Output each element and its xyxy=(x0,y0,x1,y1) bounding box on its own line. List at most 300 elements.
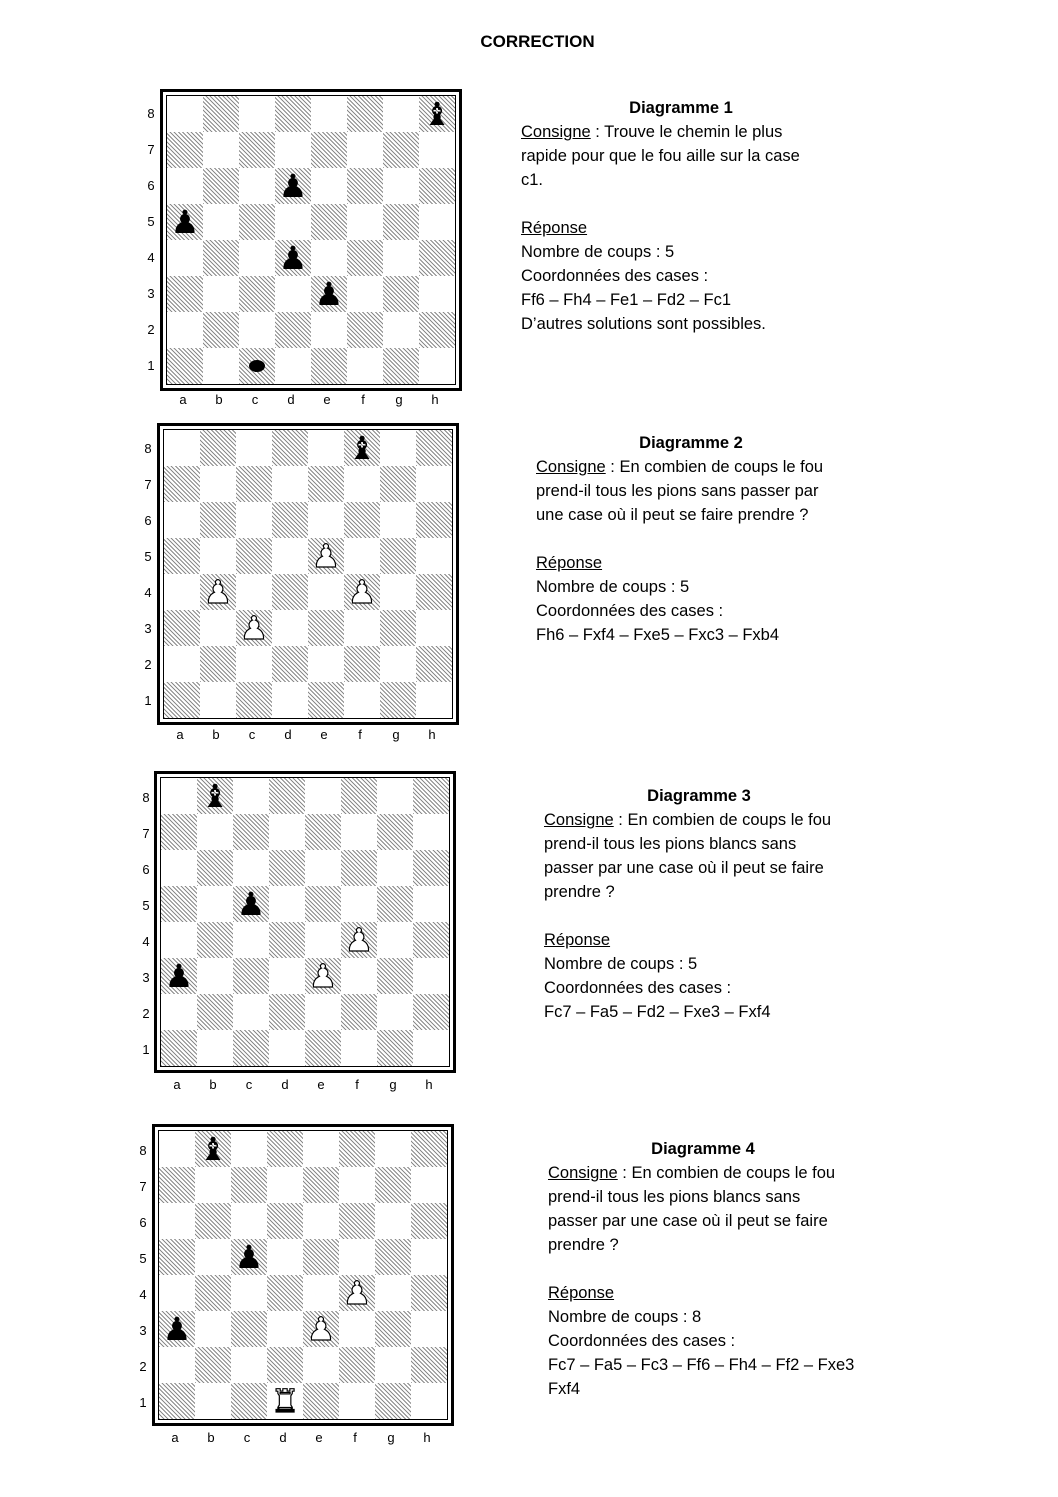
answer-line: Nombre de coups : 5 xyxy=(544,955,698,973)
square-b8 xyxy=(197,778,233,814)
square-f7 xyxy=(344,466,380,502)
consigne-label: Consigne xyxy=(536,458,606,476)
black-pawn-icon: ♟ xyxy=(278,167,308,205)
square-a7 xyxy=(164,466,200,502)
square-h4 xyxy=(413,922,449,958)
square-c7 xyxy=(236,466,272,502)
square-h7 xyxy=(419,132,455,168)
square-h7 xyxy=(416,466,452,502)
square-f7 xyxy=(339,1167,375,1203)
square-c4 xyxy=(231,1275,267,1311)
square-e1 xyxy=(305,1030,341,1066)
square-g4 xyxy=(380,574,416,610)
square-h3 xyxy=(416,610,452,646)
square-c4 xyxy=(236,574,272,610)
square-d7 xyxy=(267,1167,303,1203)
square-g7 xyxy=(380,466,416,502)
square-g2 xyxy=(383,312,419,348)
square-g1 xyxy=(383,348,419,384)
square-d8 xyxy=(269,778,305,814)
square-d5 xyxy=(275,204,311,240)
square-c3 xyxy=(233,958,269,994)
board-grid xyxy=(160,777,450,1067)
file-label: g xyxy=(392,727,400,742)
answer-line: Nombre de coups : 5 xyxy=(521,243,675,261)
square-g7 xyxy=(375,1167,411,1203)
chessboard xyxy=(154,771,456,1073)
consigne-line: : En combien de coups le fou xyxy=(605,458,824,476)
square-h4 xyxy=(411,1275,447,1311)
square-e8 xyxy=(305,778,341,814)
square-e4 xyxy=(303,1275,339,1311)
square-e5 xyxy=(305,886,341,922)
white-pawn-icon: ♟ xyxy=(306,1310,336,1348)
file-label: d xyxy=(284,727,292,742)
square-a5 xyxy=(164,538,200,574)
square-f8 xyxy=(341,778,377,814)
file-label: h xyxy=(431,392,439,407)
square-d1 xyxy=(267,1383,303,1419)
square-e8 xyxy=(303,1131,339,1167)
answer-line: Fh6 – Fxf4 – Fxe5 – Fxc3 – Fxb4 xyxy=(536,626,780,644)
square-e2 xyxy=(305,994,341,1030)
square-f1 xyxy=(344,682,380,718)
square-a1 xyxy=(161,1030,197,1066)
square-f7 xyxy=(341,814,377,850)
consigne-line: prendre ? xyxy=(548,1236,619,1254)
square-e2 xyxy=(303,1347,339,1383)
board-grid xyxy=(163,429,453,719)
answer-line: Fc7 – Fa5 – Fc3 – Ff6 – Fh4 – Ff2 – Fxe3 xyxy=(548,1356,855,1374)
consigne-line: c1. xyxy=(521,171,544,189)
square-h8 xyxy=(416,430,452,466)
square-b7 xyxy=(200,466,236,502)
square-f5 xyxy=(341,886,377,922)
square-b8 xyxy=(200,430,236,466)
square-b8 xyxy=(195,1131,231,1167)
file-label: c xyxy=(243,1430,251,1445)
white-pawn-icon: ♟ xyxy=(344,921,374,959)
file-label: e xyxy=(315,1430,323,1445)
square-h3 xyxy=(413,958,449,994)
rank-label: 1 xyxy=(144,693,152,708)
square-e5 xyxy=(303,1239,339,1275)
black-bishop-icon: ♝ xyxy=(200,777,230,815)
square-h8 xyxy=(419,96,455,132)
file-label: f xyxy=(353,1430,357,1445)
square-b2 xyxy=(200,646,236,682)
file-label: a xyxy=(176,727,184,742)
square-b5 xyxy=(200,538,236,574)
square-a6 xyxy=(159,1203,195,1239)
rank-label: 1 xyxy=(142,1042,150,1057)
consigne-label: Consigne xyxy=(521,123,591,141)
black-pawn-icon: ♟ xyxy=(236,885,266,923)
answer-line: Ff6 – Fh4 – Fe1 – Fd2 – Fc1 xyxy=(521,291,732,309)
square-e6 xyxy=(308,502,344,538)
square-d4 xyxy=(269,922,305,958)
square-h2 xyxy=(413,994,449,1030)
square-a7 xyxy=(159,1167,195,1203)
file-label: h xyxy=(425,1077,433,1092)
black-pawn-icon: ♟ xyxy=(314,275,344,313)
rank-label: 8 xyxy=(147,106,155,121)
square-c4 xyxy=(239,240,275,276)
square-c1 xyxy=(236,682,272,718)
square-c5 xyxy=(233,886,269,922)
square-a5 xyxy=(167,204,203,240)
square-a2 xyxy=(161,994,197,1030)
black-pawn-icon: ♟ xyxy=(162,1310,192,1348)
square-g5 xyxy=(380,538,416,574)
square-a2 xyxy=(164,646,200,682)
square-b5 xyxy=(203,204,239,240)
rank-label: 6 xyxy=(147,178,155,193)
square-d7 xyxy=(275,132,311,168)
square-a7 xyxy=(161,814,197,850)
square-d5 xyxy=(272,538,308,574)
diagram-2-text xyxy=(536,431,866,647)
chessboard xyxy=(152,1124,454,1426)
file-label: g xyxy=(389,1077,397,1092)
square-h8 xyxy=(413,778,449,814)
square-a4 xyxy=(167,240,203,276)
square-h3 xyxy=(419,276,455,312)
square-b4 xyxy=(195,1275,231,1311)
file-label: b xyxy=(215,392,223,407)
answer-line: Coordonnées des cases : xyxy=(536,602,724,620)
square-g5 xyxy=(377,886,413,922)
rank-label: 5 xyxy=(139,1251,147,1266)
square-h2 xyxy=(411,1347,447,1383)
consigne-line: : En combien de coups le fou xyxy=(613,811,832,829)
square-g4 xyxy=(383,240,419,276)
square-a8 xyxy=(159,1131,195,1167)
rank-label: 7 xyxy=(144,477,152,492)
square-d4 xyxy=(267,1275,303,1311)
square-g8 xyxy=(377,778,413,814)
square-d1 xyxy=(272,682,308,718)
square-h3 xyxy=(411,1311,447,1347)
rank-label: 8 xyxy=(144,441,152,456)
square-b3 xyxy=(195,1311,231,1347)
square-f2 xyxy=(347,312,383,348)
file-label: c xyxy=(251,392,259,407)
rank-label: 2 xyxy=(144,657,152,672)
rank-label: 3 xyxy=(144,621,152,636)
file-label: d xyxy=(287,392,295,407)
square-f4 xyxy=(339,1275,375,1311)
file-label: a xyxy=(173,1077,181,1092)
square-d4 xyxy=(275,240,311,276)
square-g3 xyxy=(380,610,416,646)
square-a3 xyxy=(167,276,203,312)
square-h2 xyxy=(419,312,455,348)
square-e1 xyxy=(303,1383,339,1419)
square-b7 xyxy=(203,132,239,168)
square-g7 xyxy=(377,814,413,850)
square-h6 xyxy=(411,1203,447,1239)
square-g3 xyxy=(377,958,413,994)
square-c5 xyxy=(231,1239,267,1275)
diagram-1-text xyxy=(521,96,861,336)
square-f3 xyxy=(339,1311,375,1347)
square-h1 xyxy=(419,348,455,384)
answer-line: Fxf4 xyxy=(548,1380,581,1398)
square-h2 xyxy=(416,646,452,682)
square-g6 xyxy=(377,850,413,886)
square-d2 xyxy=(269,994,305,1030)
consigne-line: prend-il tous les pions blancs sans xyxy=(544,835,797,853)
file-label: e xyxy=(317,1077,325,1092)
square-g6 xyxy=(380,502,416,538)
rank-label: 3 xyxy=(139,1323,147,1338)
square-a4 xyxy=(159,1275,195,1311)
square-b6 xyxy=(197,850,233,886)
white-pawn-icon: ♟ xyxy=(342,1274,372,1312)
square-d2 xyxy=(272,646,308,682)
answer-line: Coordonnées des cases : xyxy=(548,1332,736,1350)
square-e5 xyxy=(308,538,344,574)
file-label: f xyxy=(358,727,362,742)
square-c8 xyxy=(233,778,269,814)
rank-label: 5 xyxy=(147,214,155,229)
square-c1 xyxy=(233,1030,269,1066)
square-d8 xyxy=(275,96,311,132)
white-pawn-icon: ♟ xyxy=(347,573,377,611)
diagram-title: Diagramme 1 xyxy=(629,99,733,117)
square-b6 xyxy=(195,1203,231,1239)
file-label: f xyxy=(355,1077,359,1092)
rank-label: 7 xyxy=(142,826,150,841)
square-h8 xyxy=(411,1131,447,1167)
square-b5 xyxy=(197,886,233,922)
chessboard xyxy=(160,89,462,391)
square-d7 xyxy=(272,466,308,502)
square-c7 xyxy=(233,814,269,850)
square-h1 xyxy=(411,1383,447,1419)
white-rook-icon: ♜ xyxy=(270,1382,300,1420)
board-grid xyxy=(166,95,456,385)
square-f8 xyxy=(344,430,380,466)
rank-label: 3 xyxy=(142,970,150,985)
square-d5 xyxy=(269,886,305,922)
square-f5 xyxy=(344,538,380,574)
square-b8 xyxy=(203,96,239,132)
consigne-line: prend-il tous les pions blancs sans xyxy=(548,1188,801,1206)
diagram-title: Diagramme 3 xyxy=(647,787,751,805)
square-a1 xyxy=(164,682,200,718)
square-c4 xyxy=(233,922,269,958)
square-c2 xyxy=(236,646,272,682)
square-f8 xyxy=(347,96,383,132)
square-b7 xyxy=(197,814,233,850)
rank-label: 2 xyxy=(142,1006,150,1021)
file-label: b xyxy=(212,727,220,742)
black-bishop-icon: ♝ xyxy=(198,1130,228,1168)
square-b3 xyxy=(197,958,233,994)
square-c8 xyxy=(239,96,275,132)
square-g2 xyxy=(375,1347,411,1383)
white-pawn-icon: ♟ xyxy=(239,609,269,647)
page-title: CORRECTION xyxy=(480,32,595,51)
square-b2 xyxy=(197,994,233,1030)
square-g4 xyxy=(375,1275,411,1311)
square-g2 xyxy=(380,646,416,682)
square-f7 xyxy=(347,132,383,168)
square-b2 xyxy=(203,312,239,348)
square-b3 xyxy=(203,276,239,312)
file-label: c xyxy=(248,727,256,742)
file-label: d xyxy=(279,1430,287,1445)
square-e1 xyxy=(311,348,347,384)
square-h4 xyxy=(419,240,455,276)
square-c5 xyxy=(239,204,275,240)
black-pawn-icon: ♟ xyxy=(164,957,194,995)
white-pawn-icon: ♟ xyxy=(311,537,341,575)
black-dot-icon xyxy=(239,348,275,384)
black-bishop-icon: ♝ xyxy=(422,95,452,133)
square-e2 xyxy=(311,312,347,348)
square-e8 xyxy=(308,430,344,466)
rank-label: 4 xyxy=(142,934,150,949)
square-c3 xyxy=(231,1311,267,1347)
square-g6 xyxy=(375,1203,411,1239)
square-f2 xyxy=(339,1347,375,1383)
square-e3 xyxy=(305,958,341,994)
answer-line: Coordonnées des cases : xyxy=(521,267,709,285)
square-e1 xyxy=(308,682,344,718)
rank-label: 1 xyxy=(139,1395,147,1410)
rank-label: 5 xyxy=(142,898,150,913)
diagram-4-text xyxy=(548,1137,888,1401)
square-e4 xyxy=(305,922,341,958)
square-b1 xyxy=(203,348,239,384)
square-g5 xyxy=(375,1239,411,1275)
file-label: g xyxy=(387,1430,395,1445)
square-b4 xyxy=(197,922,233,958)
file-label: h xyxy=(423,1430,431,1445)
square-b6 xyxy=(203,168,239,204)
square-d3 xyxy=(272,610,308,646)
square-d6 xyxy=(269,850,305,886)
square-f5 xyxy=(339,1239,375,1275)
square-b1 xyxy=(195,1383,231,1419)
square-d3 xyxy=(267,1311,303,1347)
square-c3 xyxy=(236,610,272,646)
square-a4 xyxy=(164,574,200,610)
reponse-label: Réponse xyxy=(536,554,603,572)
square-a3 xyxy=(164,610,200,646)
square-d6 xyxy=(267,1203,303,1239)
square-f2 xyxy=(341,994,377,1030)
file-label: h xyxy=(428,727,436,742)
square-h5 xyxy=(416,538,452,574)
square-h1 xyxy=(416,682,452,718)
rank-label: 2 xyxy=(139,1359,147,1374)
rank-label: 4 xyxy=(147,250,155,265)
reponse-label: Réponse xyxy=(548,1284,615,1302)
square-f6 xyxy=(341,850,377,886)
square-h4 xyxy=(416,574,452,610)
square-b4 xyxy=(200,574,236,610)
square-b1 xyxy=(200,682,236,718)
square-c7 xyxy=(239,132,275,168)
square-f4 xyxy=(347,240,383,276)
square-d1 xyxy=(269,1030,305,1066)
square-a8 xyxy=(164,430,200,466)
square-f3 xyxy=(347,276,383,312)
square-h7 xyxy=(411,1167,447,1203)
consigne-line: : En combien de coups le fou xyxy=(617,1164,836,1182)
square-e2 xyxy=(308,646,344,682)
answer-line: D’autres solutions sont possibles. xyxy=(521,315,766,333)
rank-label: 5 xyxy=(144,549,152,564)
file-label: d xyxy=(281,1077,289,1092)
square-e7 xyxy=(305,814,341,850)
rank-label: 7 xyxy=(139,1179,147,1194)
rank-label: 3 xyxy=(147,286,155,301)
square-h6 xyxy=(413,850,449,886)
square-e7 xyxy=(311,132,347,168)
rank-label: 4 xyxy=(139,1287,147,1302)
square-a2 xyxy=(167,312,203,348)
square-d1 xyxy=(275,348,311,384)
file-label: e xyxy=(323,392,331,407)
square-d2 xyxy=(267,1347,303,1383)
square-g6 xyxy=(383,168,419,204)
white-pawn-icon: ♟ xyxy=(203,573,233,611)
black-pawn-icon: ♟ xyxy=(170,203,200,241)
square-f6 xyxy=(344,502,380,538)
consigne-label: Consigne xyxy=(548,1164,618,1182)
square-a5 xyxy=(159,1239,195,1275)
square-d6 xyxy=(272,502,308,538)
file-label: e xyxy=(320,727,328,742)
rank-label: 6 xyxy=(139,1215,147,1230)
answer-line: Nombre de coups : 8 xyxy=(548,1308,702,1326)
answer-line: Fc7 – Fa5 – Fd2 – Fxe3 – Fxf4 xyxy=(544,1003,771,1021)
square-b6 xyxy=(200,502,236,538)
chessboard xyxy=(157,423,459,725)
rank-label: 4 xyxy=(144,585,152,600)
square-f1 xyxy=(347,348,383,384)
square-b1 xyxy=(197,1030,233,1066)
square-e6 xyxy=(305,850,341,886)
square-d2 xyxy=(275,312,311,348)
square-d6 xyxy=(275,168,311,204)
rank-label: 2 xyxy=(147,322,155,337)
square-c2 xyxy=(233,994,269,1030)
square-e7 xyxy=(308,466,344,502)
square-b4 xyxy=(203,240,239,276)
square-g7 xyxy=(383,132,419,168)
square-d4 xyxy=(272,574,308,610)
square-c6 xyxy=(239,168,275,204)
square-a7 xyxy=(167,132,203,168)
consigne-line: une case où il peut se faire prendre ? xyxy=(536,506,809,524)
square-e7 xyxy=(303,1167,339,1203)
square-c2 xyxy=(231,1347,267,1383)
square-c1 xyxy=(231,1383,267,1419)
square-c8 xyxy=(236,430,272,466)
square-g2 xyxy=(377,994,413,1030)
square-a1 xyxy=(167,348,203,384)
square-e4 xyxy=(311,240,347,276)
square-c5 xyxy=(236,538,272,574)
square-c6 xyxy=(231,1203,267,1239)
square-d7 xyxy=(269,814,305,850)
